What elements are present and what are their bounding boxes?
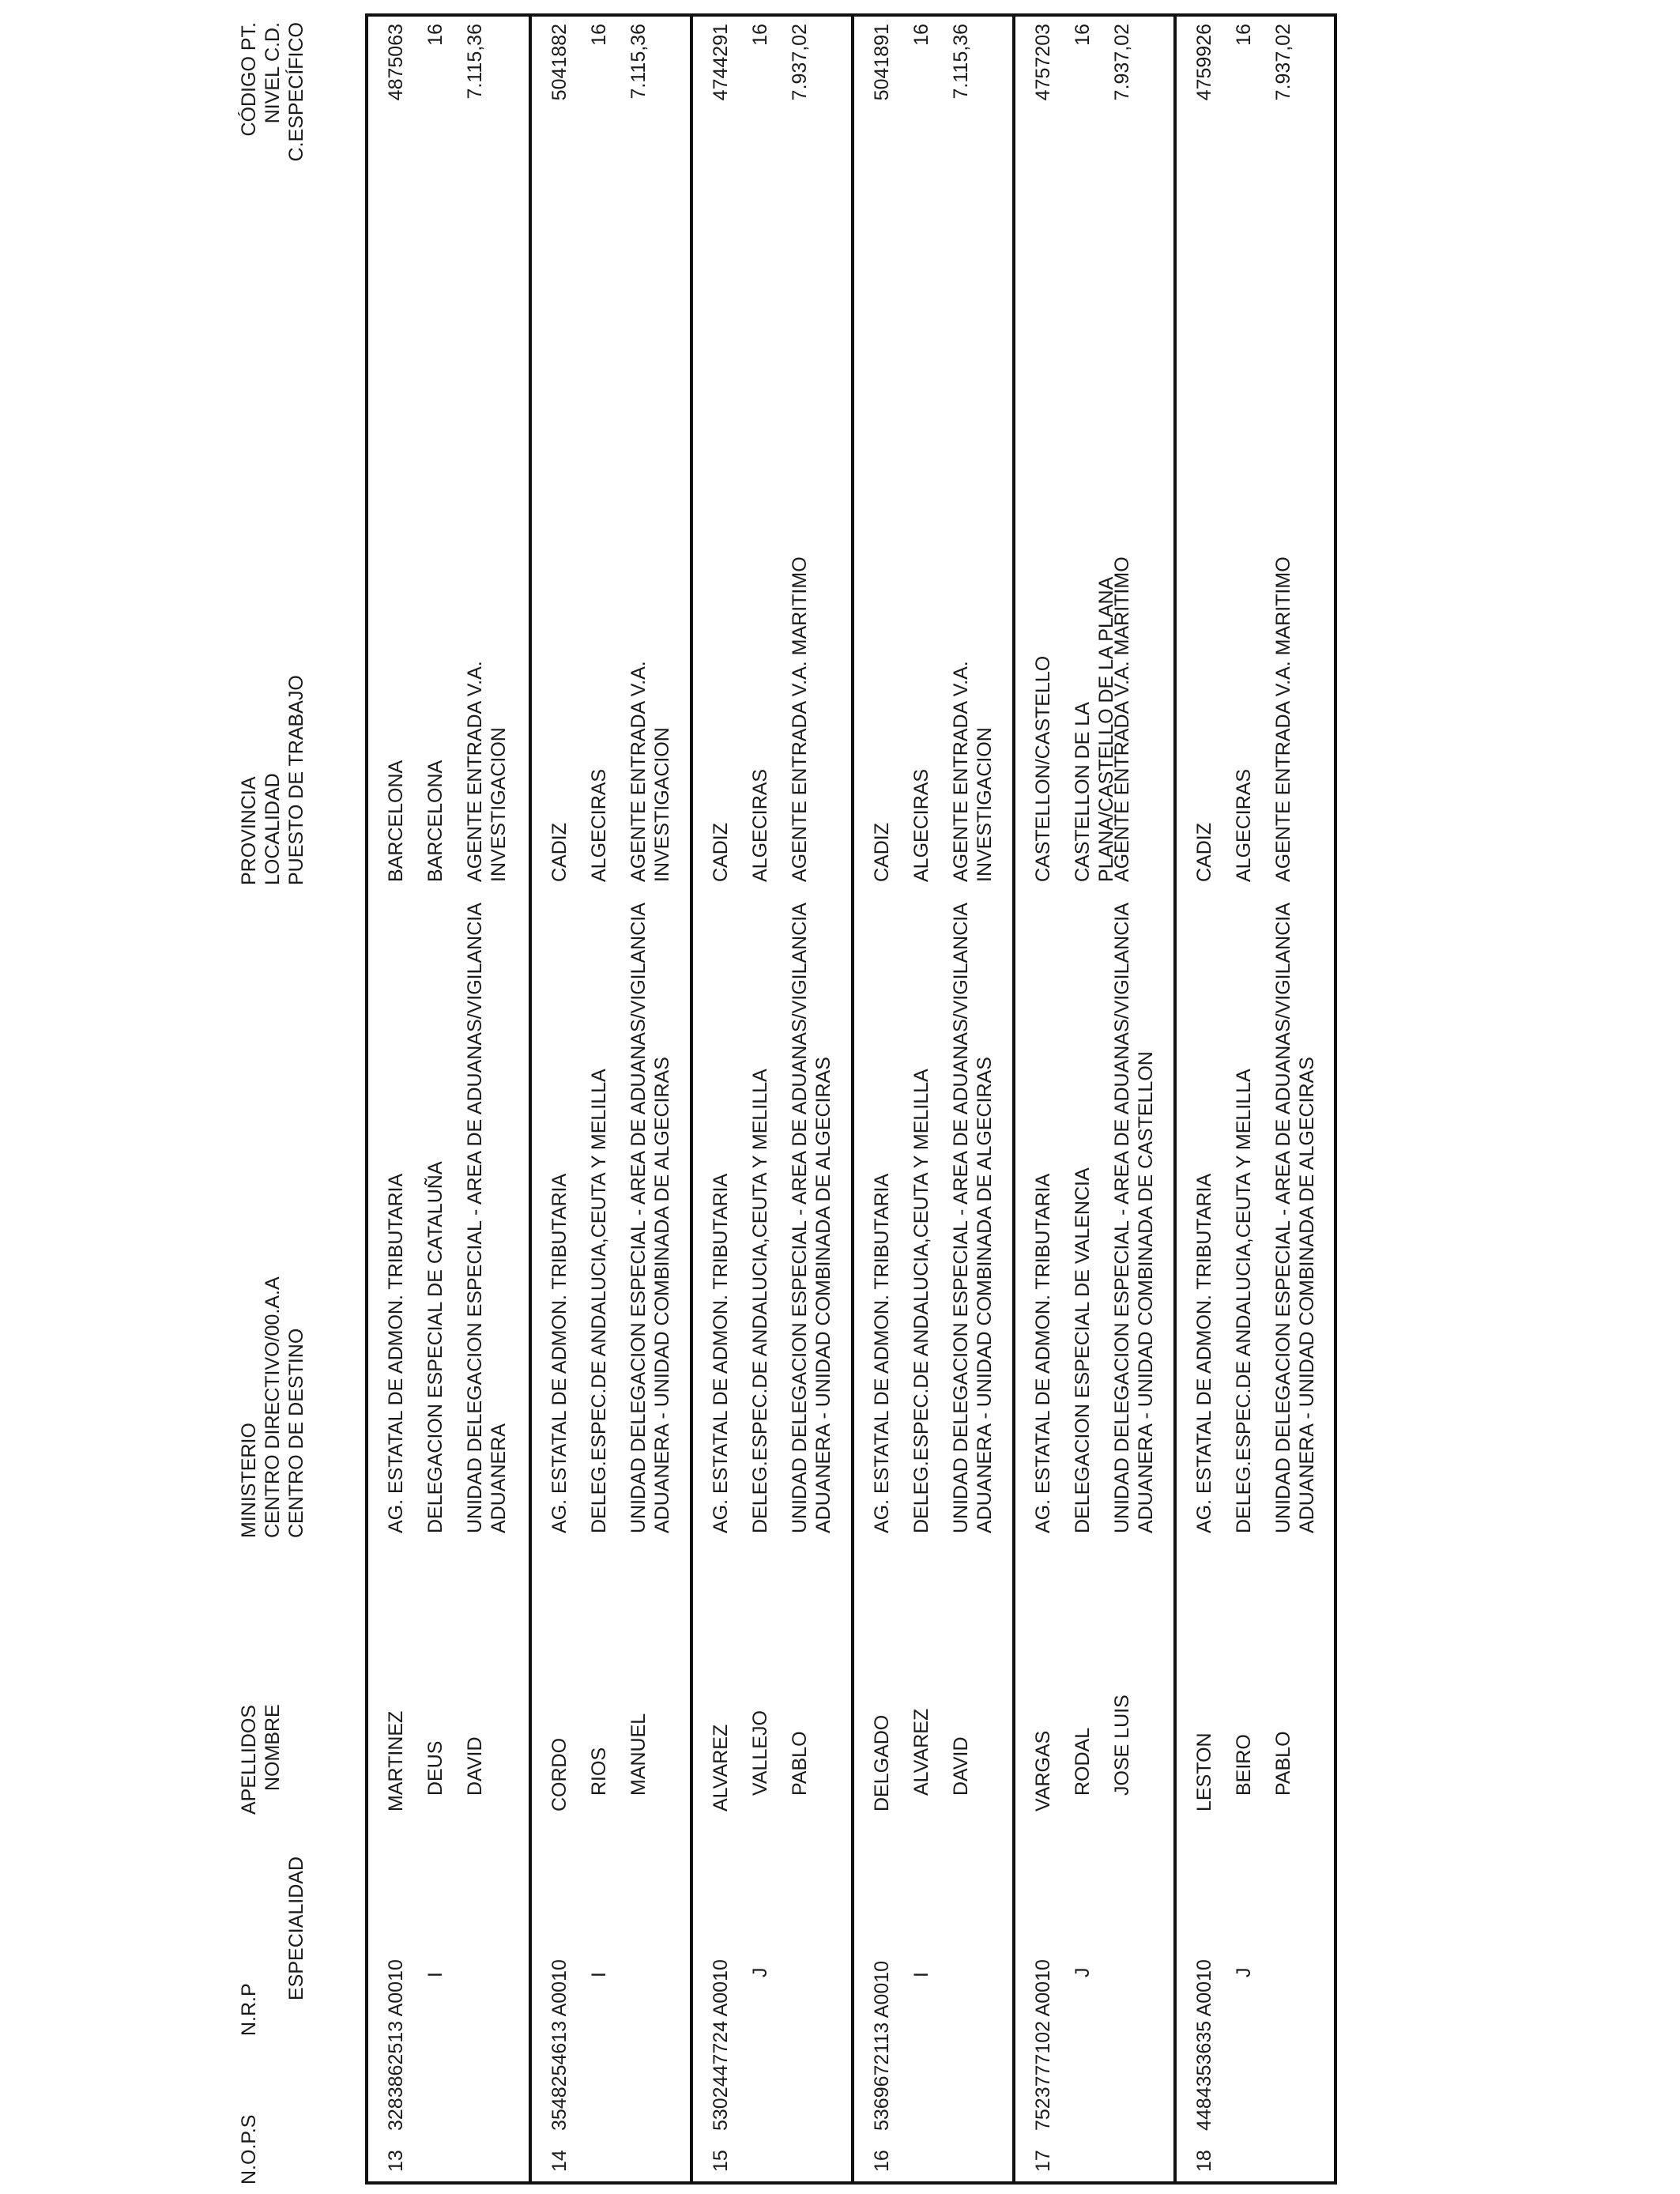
records-table [365,13,1337,2185]
apellido2-value: ALVAREZ [910,1708,932,1796]
apellido1-value: VARGAS [1032,1730,1054,1811]
row-number: 15 [710,2150,732,2172]
header-apellidos-label: APELLIDOS [238,1705,260,1815]
centro-directivo-value: DELEG.ESPEC.DE ANDALUCIA,CEUTA Y MELILLA [749,1069,771,1533]
especialidad-value: I [424,1972,446,1977]
nrp-value: 5302447724 A0010 [710,1959,732,2131]
header-ministerio [237,1276,308,1538]
apellido2-value: RODAL [1072,1727,1094,1796]
puesto-value: AGENTE ENTRADA V.A. MARITIMO [1111,556,1133,882]
header-apellidos [237,1704,284,1815]
provincia-value: CADIZ [710,823,732,882]
codigo-value: 4757203 [1032,24,1054,101]
provincia-value: BARCELONA [385,760,407,882]
ministerio-value: AG. ESTATAL DE ADMON. TRIBUTARIA [710,1173,732,1533]
row-number: 13 [385,2150,407,2172]
ministerio-value: AG. ESTATAL DE ADMON. TRIBUTARIA [1193,1173,1215,1533]
row-number: 16 [871,2150,893,2172]
puesto-value: AGENTE ENTRADA V.A. MARITIMO [789,556,811,882]
header-especifico-label: C.ESPECÍFICO [285,22,307,162]
nombre-value: PABLO [1272,1731,1294,1796]
especifico-value: 7.937,02 [1111,24,1133,101]
apellido1-value: CORDO [548,1737,571,1811]
localidad-value: BARCELONA [424,760,446,882]
ministerio-value: AG. ESTATAL DE ADMON. TRIBUTARIA [385,1173,407,1533]
apellido1-value: LESTON [1193,1732,1215,1811]
header-nivel-label: NIVEL C.D. [262,22,284,124]
centro-destino-value: UNIDAD DELEGACION ESPECIAL - AREA DE ADUANAS/VIGILANCIA ADUANERA - UNIDAD COMBINADA DE ALGECIRAS [950,903,996,1533]
provincia-value: CADIZ [1193,823,1215,882]
localidad-value: ALGECIRAS [910,768,932,882]
codigo-value: 5041882 [548,24,571,101]
header-nops-label: N.O.P.S [238,2114,260,2185]
header-codigo-label: CÓDIGO PT. [238,22,260,137]
codigo-value: 4875063 [385,24,407,101]
centro-destino-value: UNIDAD DELEGACION ESPECIAL - AREA DE ADUANAS/VIGILANCIA ADUANERA - UNIDAD COMBINADA DE ALGECIRAS [1272,903,1318,1533]
localidad-value: CASTELLON DE LA PLANA/CASTELLO DE LA PLANA [1072,576,1117,882]
nivel-value: 16 [424,24,446,46]
header-especialidad-label: ESPECIALIDAD [285,1856,307,2000]
nivel-value: 16 [749,24,771,46]
nrp-value: 3548254613 A0010 [548,1959,571,2131]
especialidad-value: J [749,1967,771,1977]
nombre-value: JOSE LUIS [1111,1695,1133,1796]
especifico-value: 7.937,02 [789,24,811,101]
header-provincia-label: PROVINCIA [238,776,260,885]
header-localidad-label: LOCALIDAD [262,773,284,885]
table-row [368,17,529,2181]
especifico-value: 7.115,36 [627,24,650,100]
localidad-value: ALGECIRAS [588,768,610,882]
header-centro-destino-label: CENTRO DE DESTINO [285,1328,307,1538]
ministerio-value: AG. ESTATAL DE ADMON. TRIBUTARIA [1032,1173,1054,1533]
header-puesto-label: PUESTO DE TRABAJO [285,675,307,885]
especifico-value: 7.937,02 [1272,24,1294,101]
nombre-value: PABLO [789,1731,811,1796]
codigo-value: 5041891 [871,24,893,101]
ministerio-value: AG. ESTATAL DE ADMON. TRIBUTARIA [871,1173,893,1533]
header-nrp-label: N.R.P [238,1983,260,2036]
table-row [1173,17,1334,2181]
header-nombre-label: NOMBRE [262,1704,284,1791]
apellido2-value: DEUS [424,1740,446,1796]
nombre-value: DAVID [950,1736,972,1796]
row-number: 18 [1193,2150,1215,2172]
nivel-value: 16 [588,24,610,46]
header-centro-directivo-label: CENTRO DIRECTIVO/00.A.A [262,1276,284,1538]
header-nops [237,2115,261,2185]
apellido2-value: BEIRO [1233,1734,1255,1796]
centro-destino-value: UNIDAD DELEGACION ESPECIAL - AREA DE ADUANAS/VIGILANCIA ADUANERA [464,903,510,1533]
ministerio-value: AG. ESTATAL DE ADMON. TRIBUTARIA [548,1173,571,1533]
nombre-value: DAVID [464,1736,486,1796]
header-ministerio-label: MINISTERIO [238,1423,260,1538]
especialidad-value: I [588,1972,610,1977]
codigo-value: 4759926 [1193,24,1215,101]
localidad-value: ALGECIRAS [749,768,771,882]
header-codigo [237,22,308,266]
centro-directivo-value: DELEG.ESPEC.DE ANDALUCIA,CEUTA Y MELILLA [588,1069,610,1533]
nrp-value: 5369672113 A0010 [871,1960,893,2131]
header-provincia [237,675,308,885]
row-number: 17 [1032,2150,1054,2172]
table-row [1012,17,1173,2181]
especifico-value: 7.115,36 [464,24,486,100]
centro-destino-value: UNIDAD DELEGACION ESPECIAL - AREA DE ADUANAS/VIGILANCIA ADUANERA - UNIDAD COMBINADA DE ALGECIRAS [789,903,834,1533]
especialidad-value: J [1072,1967,1094,1977]
puesto-value: AGENTE ENTRADA V.A. INVESTIGACION [950,661,996,882]
apellido1-value: ALVAREZ [710,1724,732,1811]
centro-destino-value: UNIDAD DELEGACION ESPECIAL - AREA DE ADUANAS/VIGILANCIA ADUANERA - UNIDAD COMBINADA DE ALGECIRAS [627,903,673,1533]
table-row [529,17,690,2181]
centro-directivo-value: DELEGACION ESPECIAL DE VALENCIA [1072,1167,1094,1533]
centro-directivo-value: DELEG.ESPEC.DE ANDALUCIA,CEUTA Y MELILLA [910,1069,932,1533]
centro-destino-value: UNIDAD DELEGACION ESPECIAL - AREA DE ADUANAS/VIGILANCIA ADUANERA - UNIDAD COMBINADA DE CASTELLON [1111,903,1157,1533]
apellido1-value: MARTINEZ [385,1710,407,1811]
nivel-value: 16 [1072,24,1094,46]
localidad-value: ALGECIRAS [1233,768,1255,882]
nombre-value: MANUEL [627,1713,650,1796]
nivel-value: 16 [1233,24,1255,46]
nrp-value: 7523777102 A0010 [1032,1959,1054,2131]
provincia-value: CASTELLON/CASTELLO [1032,655,1054,882]
provincia-value: CADIZ [871,823,893,882]
nrp-value: 4484353635 A0010 [1193,1959,1215,2131]
codigo-value: 4744291 [710,24,732,101]
puesto-value: AGENTE ENTRADA V.A. INVESTIGACION [627,661,673,882]
table-row [851,17,1012,2181]
centro-directivo-value: DELEGACION ESPECIAL DE CATALUÑA [424,1161,446,1533]
provincia-value: CADIZ [548,823,571,882]
table-row [690,17,851,2181]
nivel-value: 16 [910,24,932,46]
apellido2-value: RIOS [588,1747,610,1796]
especifico-value: 7.115,36 [950,24,972,100]
especialidad-value: I [910,1972,932,1977]
nrp-value: 3283862513 A0010 [385,1959,407,2131]
puesto-value: AGENTE ENTRADA V.A. MARITIMO [1272,556,1294,882]
centro-directivo-value: DELEG.ESPEC.DE ANDALUCIA,CEUTA Y MELILLA [1233,1069,1255,1533]
puesto-value: AGENTE ENTRADA V.A. INVESTIGACION [464,661,510,882]
apellido1-value: DELGADO [871,1714,893,1811]
row-number: 14 [548,2150,571,2172]
header-nrp [237,1857,308,2036]
especialidad-value: J [1233,1967,1255,1977]
apellido2-value: VALLEJO [749,1710,771,1796]
